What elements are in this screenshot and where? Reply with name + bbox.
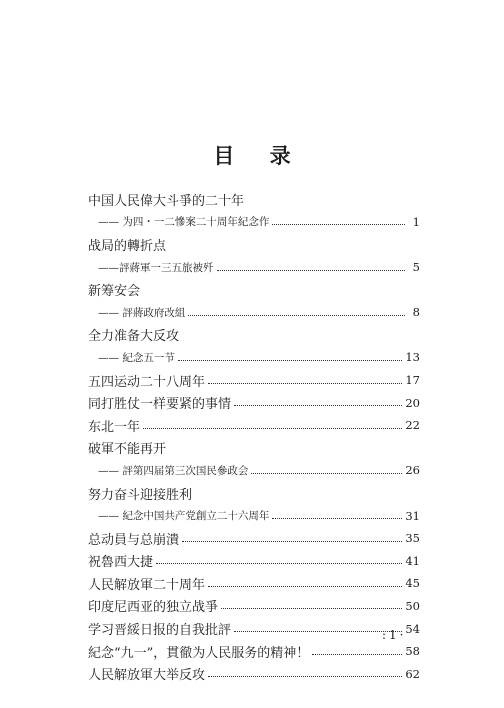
leader-dots <box>208 383 402 384</box>
entry-subtitle: —— 評第四届第三次国民參政会 <box>98 464 249 477</box>
entry-subtitle: —— 評蔣政府改組 <box>98 306 186 319</box>
entry-title: 新筹安会 <box>88 284 141 300</box>
entry-subtitle: —— 紀念中国共产党創立二十六周年 <box>98 510 270 523</box>
toc-entry[interactable] <box>88 233 420 278</box>
entry-title: 战局的轉折点 <box>88 238 167 254</box>
leader-dots <box>143 428 402 429</box>
toc-entry[interactable] <box>88 640 420 663</box>
toc-entry[interactable] <box>88 414 420 437</box>
entry-title: 紀念“九一”，貫徹为人民服务的精神！ <box>88 645 310 661</box>
leader-dots <box>208 676 402 677</box>
leader-dots <box>217 270 406 271</box>
leader-dots <box>234 405 402 406</box>
entry-subtitle: —— 紀念五一节 <box>98 351 175 364</box>
leader-dots <box>178 360 403 361</box>
entry-page-number: 58 <box>405 644 420 659</box>
entry-subtitle: ——評蔣軍一三五旅被歼 <box>98 261 214 274</box>
entry-title: 人民解放軍大举反攻 <box>88 668 206 684</box>
entry-page-number: 17 <box>405 373 420 388</box>
toc-entry[interactable] <box>88 437 420 482</box>
entry-subtitle: —— 为四・一二慘案二十周年紀念作 <box>98 216 270 229</box>
leader-dots <box>156 563 402 564</box>
leader-dots <box>182 541 402 542</box>
entry-title: 破軍不能再开 <box>88 442 167 458</box>
entry-title: 学习晋綏日报的自我批評 <box>88 623 232 639</box>
entry-title: 总动員与总崩潰 <box>88 532 180 548</box>
entry-title: 印度尼西亚的独立战爭 <box>88 600 219 616</box>
entry-page-number: 26 <box>405 463 420 478</box>
entry-title: 同打胜仗一样要紧的事情 <box>88 397 232 413</box>
entry-title: 努力奋斗迎接胜利 <box>88 487 193 503</box>
entry-page-number: 54 <box>405 621 420 636</box>
leader-dots <box>208 586 402 587</box>
leader-dots <box>272 224 405 225</box>
leader-dots <box>188 315 405 316</box>
entry-title: 人民解放軍二十周年 <box>88 577 206 593</box>
leader-dots <box>221 608 402 609</box>
entry-title: 中国人民偉大斗爭的二十年 <box>88 193 245 209</box>
toc-entry[interactable] <box>88 278 420 323</box>
entry-page-number: 13 <box>405 350 420 365</box>
toc-entry[interactable] <box>88 324 420 369</box>
entry-page-number: 50 <box>405 598 420 613</box>
entry-title: 祝魯西大捷 <box>88 555 154 571</box>
table-of-contents <box>88 188 420 685</box>
entry-page-number: 31 <box>405 508 420 523</box>
leader-dots <box>272 518 402 519</box>
entry-page-number: 5 <box>412 260 420 275</box>
entry-page-number: 1 <box>412 214 420 229</box>
entry-page-number: 8 <box>412 305 420 320</box>
entry-title: 全力准备大反攻 <box>88 329 180 345</box>
toc-entry[interactable] <box>88 527 420 550</box>
entry-title: 五四运动二十八周年 <box>88 374 206 390</box>
entry-page-number: 62 <box>405 666 420 681</box>
toc-entry[interactable] <box>88 572 420 595</box>
toc-entry[interactable] <box>88 617 420 640</box>
entry-page-number: 22 <box>405 418 420 433</box>
entry-page-number: 35 <box>405 531 420 546</box>
entry-title: 东北一年 <box>88 419 141 435</box>
toc-entry[interactable] <box>88 550 420 573</box>
toc-entry[interactable] <box>88 595 420 618</box>
entry-page-number: 20 <box>405 395 420 410</box>
leader-dots <box>251 473 402 474</box>
toc-entry[interactable] <box>88 482 420 527</box>
toc-entry[interactable] <box>88 369 420 392</box>
toc-entry[interactable] <box>88 188 420 233</box>
toc-entry[interactable] <box>88 662 420 685</box>
footer-page-number: :1· <box>382 628 407 642</box>
leader-dots <box>312 654 402 655</box>
entry-page-number: 45 <box>405 576 420 591</box>
leader-dots <box>234 631 402 632</box>
toc-entry[interactable] <box>88 391 420 414</box>
entry-page-number: 41 <box>405 553 420 568</box>
toc-heading: 目 录 <box>213 144 305 168</box>
